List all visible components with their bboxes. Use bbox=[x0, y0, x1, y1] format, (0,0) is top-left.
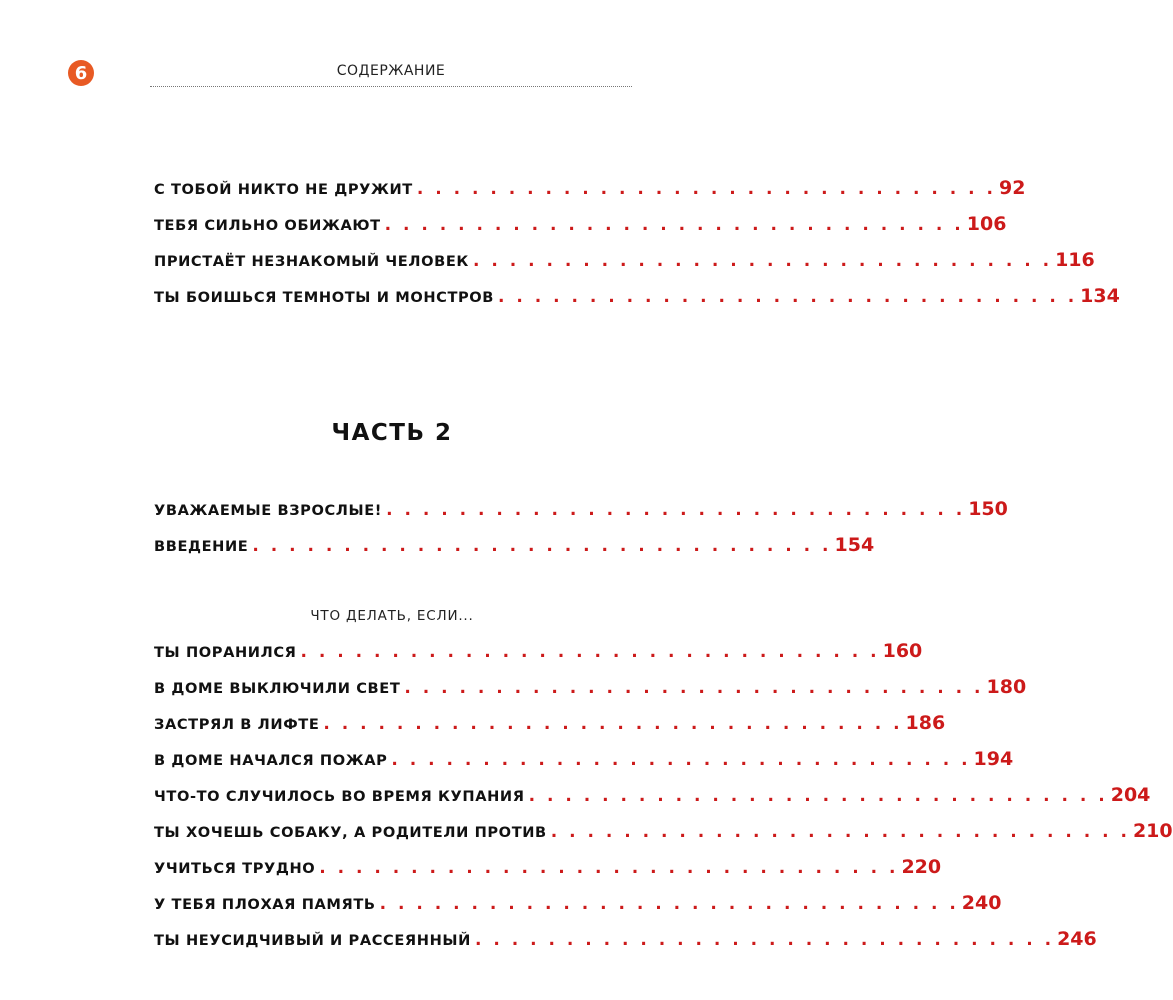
toc-entry-page: 180 bbox=[986, 676, 1027, 698]
toc-entry-title: У ТЕБЯ ПЛОХАЯ ПАМЯТЬ bbox=[154, 896, 376, 913]
toc-entry-title: ТЫ БОИШЬСЯ ТЕМНОТЫ И МОНСТРОВ bbox=[154, 289, 495, 306]
toc-entry-page: 210 bbox=[1132, 820, 1173, 842]
toc-entry[interactable] bbox=[154, 741, 1014, 777]
toc-entry-title: ВВЕДЕНИЕ bbox=[154, 538, 249, 555]
toc-entry[interactable] bbox=[154, 669, 1027, 705]
toc-entry-leader: . . . . . . . . . . . . . . . . . . . . . . . . . . . . . . . . bbox=[384, 215, 964, 235]
toc-entry-title: ТЕБЯ СИЛЬНО ОБИЖАЮТ bbox=[154, 217, 381, 234]
toc-entry-leader: . . . . . . . . . . . . . . . . . . . . . . . . . . . . . . . . bbox=[550, 822, 1130, 842]
toc-entry-leader: . . . . . . . . . . . . . . . . . . . . . . . . . . . . . . . . bbox=[379, 894, 959, 914]
toc-entry-leader: . . . . . . . . . . . . . . . . . . . . . . . . . . . . . . . . bbox=[474, 930, 1055, 950]
toc-entry[interactable] bbox=[154, 705, 946, 741]
toc-entry-leader: . . . . . . . . . . . . . . . . . . . . . . . . . . . . . . . . bbox=[404, 678, 984, 698]
page-number: 6 bbox=[74, 62, 88, 84]
toc-entry-page: 116 bbox=[1055, 249, 1095, 271]
toc-entry-leader: . . . . . . . . . . . . . . . . . . . . . . . . . . . . . . . . bbox=[472, 251, 1053, 271]
toc-entry-leader: . . . . . . . . . . . . . . . . . . . . . . . . . . . . . . . . bbox=[416, 179, 996, 199]
toc-entry-page: 194 bbox=[973, 748, 1014, 770]
toc-entry-title: В ДОМЕ НАЧАЛСЯ ПОЖАР bbox=[154, 752, 388, 769]
part-heading: ЧАСТЬ 2 bbox=[331, 420, 453, 446]
toc-entry-title: УВАЖАЕМЫЕ ВЗРОСЛЫЕ! bbox=[154, 502, 383, 519]
toc-entry-page: 154 bbox=[834, 534, 875, 556]
toc-entry[interactable] bbox=[154, 527, 875, 563]
toc-part2-intro bbox=[154, 491, 1008, 563]
toc-entry[interactable] bbox=[154, 206, 1007, 242]
toc-entry-page: 204 bbox=[1110, 784, 1151, 806]
toc-entry-title: ЧТО-ТО СЛУЧИЛОСЬ ВО ВРЕМЯ КУПАНИЯ bbox=[154, 788, 525, 805]
toc-part1 bbox=[154, 170, 1120, 314]
header-dotted-rule bbox=[150, 86, 632, 87]
toc-entry[interactable] bbox=[154, 849, 942, 885]
toc-entry-leader: . . . . . . . . . . . . . . . . . . . . . . . . . . . . . . . . bbox=[386, 500, 966, 520]
toc-entry-page: 186 bbox=[905, 712, 946, 734]
toc-entry-title: ЗАСТРЯЛ В ЛИФТЕ bbox=[154, 716, 320, 733]
toc-entry[interactable] bbox=[154, 242, 1095, 278]
subheading: ЧТО ДЕЛАТЬ, ЕСЛИ... bbox=[310, 608, 474, 624]
toc-entry[interactable] bbox=[154, 170, 1026, 206]
toc-entry-title: УЧИТЬСЯ ТРУДНО bbox=[154, 860, 316, 877]
toc-entry-page: 106 bbox=[966, 213, 1007, 235]
toc-entry-title: ТЫ ПОРАНИЛСЯ bbox=[154, 644, 297, 661]
toc-entry-page: 134 bbox=[1080, 285, 1120, 307]
toc-entry-page: 246 bbox=[1057, 928, 1097, 950]
toc-entry-leader: . . . . . . . . . . . . . . . . . . . . . . . . . . . . . . . . bbox=[391, 750, 971, 770]
toc-entry[interactable] bbox=[154, 777, 1151, 813]
toc-entry[interactable] bbox=[154, 921, 1097, 957]
toc-entry[interactable] bbox=[154, 885, 1002, 921]
toc-entry-title: ПРИСТАЁТ НЕЗНАКОМЫЙ ЧЕЛОВЕК bbox=[154, 253, 469, 270]
toc-entry[interactable] bbox=[154, 633, 923, 669]
toc-entry-page: 150 bbox=[968, 498, 1008, 520]
toc-entry-title: С ТОБОЙ НИКТО НЕ ДРУЖИТ bbox=[154, 181, 413, 198]
toc-entry[interactable] bbox=[154, 813, 1173, 849]
toc-entry[interactable] bbox=[154, 278, 1120, 314]
toc-entry-leader: . . . . . . . . . . . . . . . . . . . . . . . . . . . . . . . . bbox=[498, 287, 1078, 307]
toc-entry-leader: . . . . . . . . . . . . . . . . . . . . . . . . . . . . . . . . bbox=[252, 536, 832, 556]
toc-entry-page: 160 bbox=[882, 640, 923, 662]
toc-entry-title: В ДОМЕ ВЫКЛЮЧИЛИ СВЕТ bbox=[154, 680, 401, 697]
running-header: СОДЕРЖАНИЕ bbox=[336, 63, 446, 79]
toc-entry-leader: . . . . . . . . . . . . . . . . . . . . . . . . . . . . . . . . bbox=[300, 642, 880, 662]
toc-entry-page: 220 bbox=[901, 856, 942, 878]
toc-entry-page: 92 bbox=[998, 177, 1026, 199]
toc-part2-items bbox=[154, 633, 1173, 957]
toc-entry-title: ТЫ ХОЧЕШЬ СОБАКУ, А РОДИТЕЛИ ПРОТИВ bbox=[154, 824, 547, 841]
toc-entry[interactable] bbox=[154, 491, 1008, 527]
toc-entry-leader: . . . . . . . . . . . . . . . . . . . . . . . . . . . . . . . . bbox=[528, 786, 1108, 806]
toc-entry-leader: . . . . . . . . . . . . . . . . . . . . . . . . . . . . . . . . bbox=[319, 858, 899, 878]
toc-entry-title: ТЫ НЕУСИДЧИВЫЙ И РАССЕЯННЫЙ bbox=[154, 932, 471, 949]
page-number-badge bbox=[68, 60, 94, 86]
toc-entry-leader: . . . . . . . . . . . . . . . . . . . . . . . . . . . . . . . . bbox=[323, 714, 903, 734]
toc-entry-page: 240 bbox=[961, 892, 1002, 914]
